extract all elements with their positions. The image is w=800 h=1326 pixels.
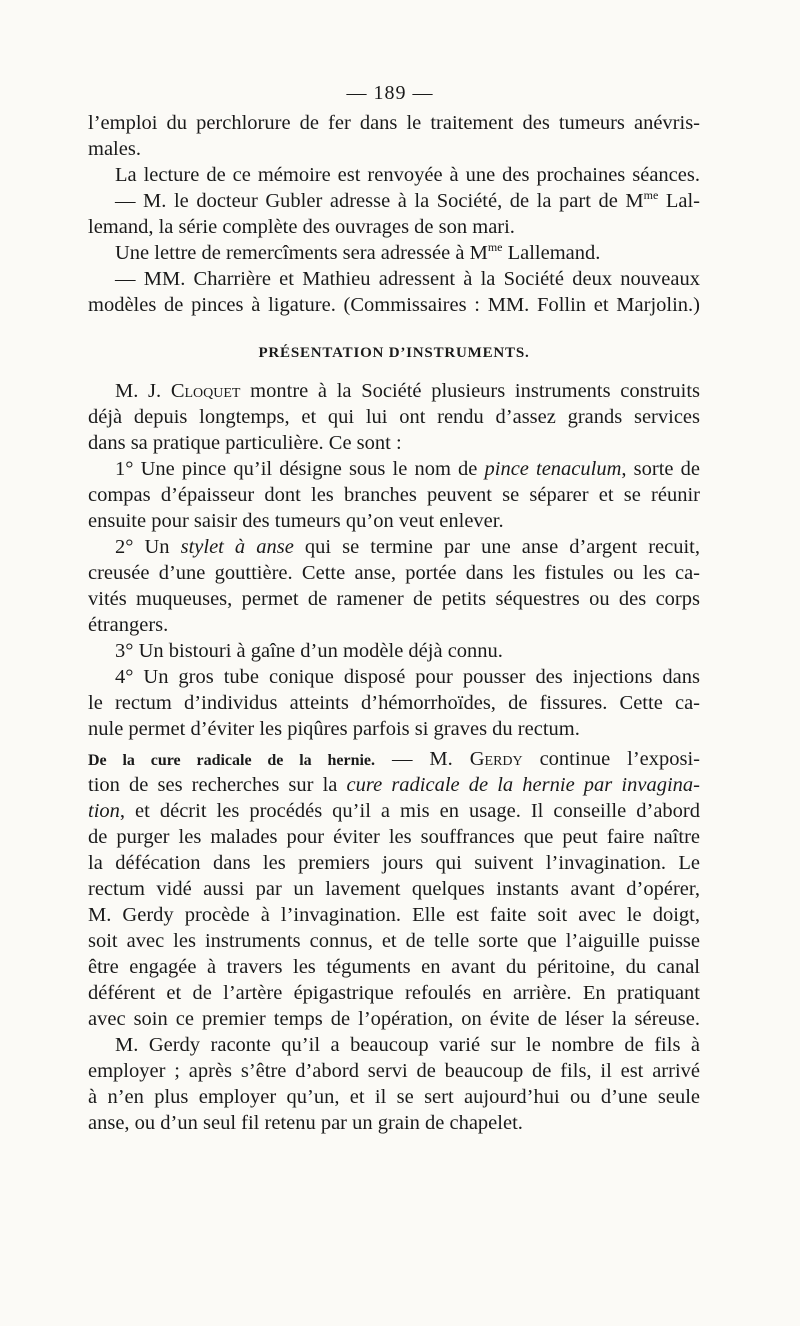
page-number: — 189 — — [346, 82, 434, 104]
text-line: la défécation dans les premiers jours qui suivent l’invagination. Le — [88, 852, 700, 874]
text-line: — M. le docteur Gubler adresse à la Société, de la part de $M^{me}$ Lal- — [115, 188, 700, 212]
text-line: soit avec les instruments connus, et de telle sorte que l’aiguille puisse — [88, 930, 700, 952]
text-line: déférent et de l’artère épigastrique refoulés en arrière. En pratiquant — [88, 982, 700, 1004]
text-line: 3° Un bistouri à gaîne d’un modèle déjà connu. — [115, 640, 503, 662]
text-line: anse, ou d’un seul fil retenu par un grain de chapelet. — [88, 1112, 523, 1134]
text-line: 1° Une pince qu’il désigne sous le nom de pince tenaculum, sorte de — [115, 458, 700, 480]
text-line: ensuite pour saisir des tumeurs qu’on veut enlever. — [88, 510, 504, 532]
text-line: modèles de pinces à ligature. (Commissaires : MM. Follin et Marjolin.) — [88, 294, 700, 316]
text-line: vités muqueuses, permet de ramener de petits séquestres ou des corps — [88, 588, 700, 610]
text-line: 2° Un stylet à anse qui se termine par une anse d’argent recuit, — [115, 536, 700, 558]
text-line: tion, et décrit les procédés qu’il a mis en usage. Il conseille d’abord — [88, 800, 700, 822]
text-line: être engagée à travers les téguments en avant du péritoine, du canal — [88, 956, 700, 978]
author-name: Cloquet — [170, 380, 241, 402]
section-heading: PRÉSENTATION D’INSTRUMENTS. — [258, 345, 530, 361]
text-line: compas d’épaisseur dont les branches peuvent se séparer et se réunir — [88, 484, 700, 506]
text-line: creusée d’une gouttière. Cette anse, portée dans les fistules ou les ca- — [88, 562, 700, 584]
text-line: — MM. Charrière et Mathieu adressent à la Société deux nouveaux — [115, 268, 700, 290]
text-line: M. J. Cloquet montre à la Société plusieurs instruments construits — [115, 380, 700, 402]
text-line: lemand, la série complète des ouvrages de son mari. — [88, 216, 515, 238]
page-body — [88, 110, 700, 1136]
text-line: avec soin ce premier temps de l’opération, on évite de léser la séreuse. — [88, 1008, 700, 1030]
text-line: nule permet d’éviter les piqûres parfois si graves du rectum. — [88, 718, 580, 740]
text-line: à n’en plus employer qu’un, et il se sert aujourd’hui ou d’une seule — [88, 1086, 700, 1108]
run-in-heading: De la cure radicale de la hernie. — [88, 752, 376, 769]
text-line: étrangers. — [88, 614, 169, 636]
text-line: La lecture de ce mémoire est renvoyée à une des prochaines séances. — [115, 164, 700, 186]
text-line: déjà depuis longtemps, et qui lui ont rendu d’assez grands services — [88, 406, 700, 428]
text-line: rectum vidé aussi par un lavement quelques instants avant d’opérer, — [88, 878, 700, 900]
text-line: M. Gerdy raconte qu’il a beaucoup varié sur le nombre de fils à — [115, 1034, 700, 1056]
text-line: le rectum d’individus atteints d’hémorrhoïdes, de fissures. Cette ca- — [88, 692, 700, 714]
text-line: males. — [88, 138, 141, 160]
text-line: de purger les malades pour éviter les souffrances que peut faire naître — [88, 826, 700, 848]
text-line: tion de ses recherches sur la cure radicale de la hernie par invagina- — [88, 774, 700, 796]
text-line: employer ; après s’être d’abord servi de beaucoup de fils, il est arrivé — [88, 1060, 700, 1082]
text-line: 4° Un gros tube conique disposé pour pousser des injections dans — [115, 666, 700, 688]
author-name: Gerdy — [469, 748, 523, 770]
text-line: dans sa pratique particulière. Ce sont : — [88, 432, 402, 454]
text-line: M. Gerdy procède à l’invagination. Elle est faite soit avec le doigt, — [88, 904, 700, 926]
text-line: l’emploi du perchlorure de fer dans le traitement des tumeurs anévris- — [88, 112, 700, 134]
text-line: De la cure radicale de la hernie. — M. Gerdy continue l’exposi- — [88, 748, 700, 770]
text-line: Une lettre de remercîments sera adressée à $M^{me}$ Lallemand. — [115, 240, 601, 264]
